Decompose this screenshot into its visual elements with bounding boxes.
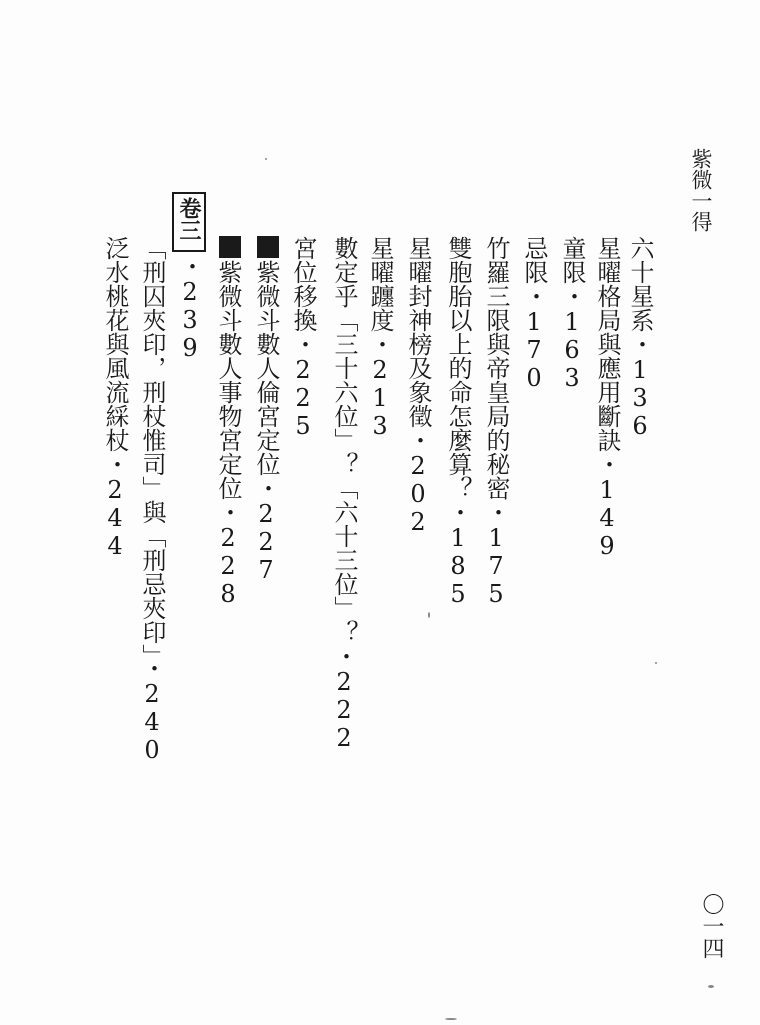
- section-marker-square-2: [218, 236, 242, 260]
- toc-line-11: 紫微斗數人倫宮定位・227: [252, 260, 280, 584]
- toc-line-8: 星曜躔度・213: [366, 236, 394, 440]
- toc-line-9: 數定乎「三十六位」？「六十三位」？・222: [330, 236, 358, 752]
- toc-line-6: 雙胞胎以上的命怎麼算？・185: [444, 236, 472, 608]
- page-number: 〇一四: [699, 893, 724, 959]
- toc-line-15: 泛水桃花與風流綵杖・244: [101, 236, 129, 560]
- volume-label: 卷三: [176, 197, 202, 241]
- scan-speck: [428, 612, 430, 618]
- scan-speck: [655, 662, 657, 664]
- toc-line-12: 紫微斗數人事物宮定位・228: [214, 260, 242, 608]
- scan-speck: [265, 158, 267, 160]
- toc-line-4: 忌限・170: [520, 236, 548, 392]
- toc-line-1: 六十星系・136: [626, 236, 654, 440]
- scan-speck: [445, 1018, 457, 1020]
- toc-line-2: 星曜格局與應用斷訣・149: [593, 236, 621, 560]
- toc-line-7: 星曜封神榜及象徵・202: [404, 236, 432, 536]
- volume-box: [172, 192, 206, 252]
- toc-line-3: 童限・163: [558, 236, 586, 392]
- toc-line-14: 「刑囚夾印，刑杖惟司」與「刑忌夾印」・240: [138, 236, 166, 764]
- running-title: 紫微一得: [689, 148, 713, 232]
- scan-speck: [708, 985, 714, 988]
- section-marker-square-1: [256, 236, 280, 260]
- toc-line-10: 宮位移換・225: [289, 236, 317, 440]
- toc-line-13: ・239: [176, 254, 204, 362]
- toc-line-5: 竹羅三限與帝皇局的秘密・175: [482, 236, 510, 608]
